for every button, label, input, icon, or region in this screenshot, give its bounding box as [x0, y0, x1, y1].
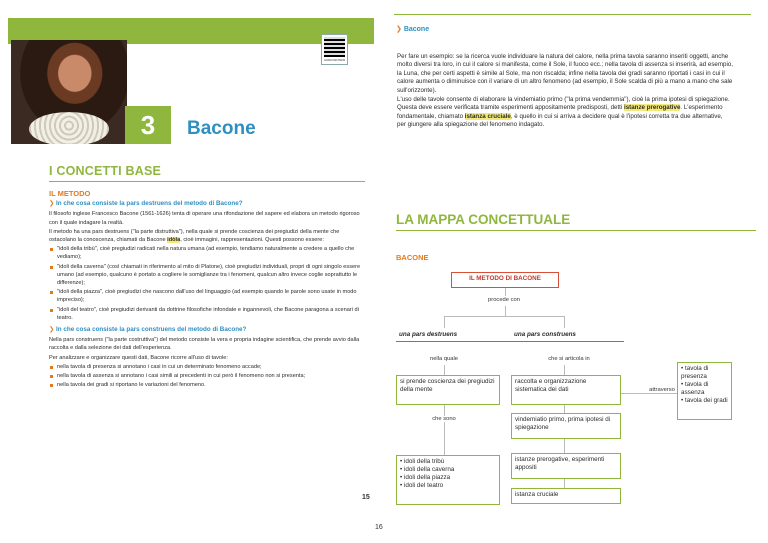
chapter-title: Bacone	[187, 118, 256, 139]
map-construens: una pars construens	[511, 329, 623, 341]
map-idolo: • idoli del teatro	[400, 482, 496, 490]
connector	[621, 393, 677, 394]
page-number-left: 15	[362, 494, 370, 501]
list-item: nella tavola dei gradi si riportano le variazioni del fenomeno.	[49, 381, 365, 389]
map-cruciale: istanza cruciale	[511, 488, 621, 504]
paragraph: Il metodo ha una pars destruens ("la parte distruttiva"), nella quale si prende coscienza dei pregiudizi della mente che ostacolano la conoscenza, chiamati da Bacone idòla, cioè immagini, rappresentazioni. Questi possono essere:	[49, 228, 340, 244]
qr-code-icon	[324, 37, 345, 57]
left-page	[0, 0, 383, 521]
map-label-articola: che si articola in	[548, 356, 590, 362]
connector	[505, 306, 506, 316]
map-label-attraverso: attraverso	[649, 387, 675, 393]
page-number-right: 16	[375, 524, 383, 531]
map-tavola: • tavola di assenza	[681, 381, 728, 397]
connector	[564, 316, 565, 328]
running-head: ❯ Bacone	[396, 26, 430, 33]
map-idolo: • idoli della tribù	[400, 458, 496, 466]
connector	[444, 365, 445, 375]
connector	[564, 365, 565, 375]
right-body	[397, 53, 733, 131]
paragraph: Nella pars construens ("la parte costruttiva") del metodo consiste la vera e propria indagine scientifica, che prende avvio dalla raccolta e dalla selezione dei dati dell'esperienza.	[49, 337, 360, 352]
qr-caption: AUDIOSINTESI	[324, 58, 346, 62]
bacon-portrait	[11, 40, 127, 144]
map-coscienza: si prende coscienza dei pregiudizi della mente	[396, 375, 500, 405]
connector	[444, 316, 445, 328]
map-istanze: istanze prerogative, esperimenti appositi	[511, 453, 621, 479]
map-idoli	[396, 455, 500, 505]
paragraph: L'uso delle tavole consente di elaborare la vindemiatio primo ("la prima vendemmia"), cioè la prima ipotesi di spiegazione. Questa deve essere verificata tramite esperimenti appositamente predisposti, detti istanze prerogative. L'esperimento fondamentale, chiamato istanza cruciale, è quello in cui si arriva a decidere qual è l'ipotesi corretta tra due alternative, per giungere alla spiegazione del fenomeno indagato.	[397, 96, 730, 129]
paragraph: Per analizzare e organizzare questi dati, Bacone ricorre all'uso di tavole:	[49, 354, 228, 361]
list-item: nella tavola di assenza si annotano i casi simili ai precedenti in cui però il fenomeno non si presenta;	[49, 372, 365, 380]
chapter-number: 3	[125, 106, 171, 144]
map-label-che-sono: che sono	[418, 416, 470, 422]
list-item: "idoli del teatro", cioè pregiudizi derivanti da dottrine filosofiche infondate e ingannevoli, che Bacone paragona a scenari di teatro.	[49, 306, 365, 322]
connector	[505, 288, 506, 296]
list-item: "idoli della tribù", cioè pregiudizi radicati nella natura umana (ad esempio, tendiamo naturalmente a credere a quello che vediamo);	[49, 245, 365, 261]
map-tavola: • tavola dei gradi	[681, 397, 728, 405]
connector	[564, 479, 565, 488]
list-item: nella tavola di presenza si annotano i casi in cui un determinato fenomeno accade;	[49, 363, 365, 371]
connector	[444, 405, 445, 455]
map-destruens: una pars destruens	[396, 329, 501, 341]
subsection-title: IL METODO	[49, 189, 91, 198]
map-raccolta: raccolta e organizzazione sistematica dei dati	[511, 375, 621, 405]
map-subtitle: BACONE	[396, 253, 429, 262]
map-root: IL METODO DI BACONE	[451, 272, 559, 288]
list-item: "idoli della caverna" (così chiamati in riferimento al mito di Platone), cioè pregiudizi individuali, propri di ogni singolo essere umano (ad esempio, qualcuno è portato a cogliere le somiglianze tra i fenomeni, qualcun altro invece coglie soprattutto le differenze);	[49, 263, 365, 288]
question-2: ❯ In che cosa consiste la pars construens del metodo di Bacone?	[49, 326, 247, 334]
map-tavola: • tavola di presenza	[681, 365, 728, 381]
map-vindemiatio: vindemiatio primo, prima ipotesi di spiegazione	[511, 413, 621, 439]
connector	[564, 439, 565, 453]
map-label-nella-quale: nella quale	[429, 356, 459, 362]
connector	[444, 316, 564, 317]
left-body	[49, 190, 365, 390]
section-title: I CONCETTI BASE	[49, 164, 365, 182]
map-tavole	[677, 362, 732, 420]
map-label-procede: procede con	[488, 297, 520, 303]
map-idolo: • idoli della caverna	[400, 466, 496, 474]
qr-code[interactable]	[321, 34, 348, 65]
paragraph: Per fare un esempio: se la ricerca vuole individuare la natura del calore, nella prima tavola saranno inseriti oggetti, anche molto diversi tra loro, in cui il calore si manifesta, come il Sole, il fuoco ecc.; nella tavola di assenza si inserirà, ad esempio, la Luna, che per certi aspetti è simile al Sole, ma non riscalda; infine nella tavola dei gradi saranno riportati i casi in cui il calore aumenta o diminuisce con il variare di un altro fenomeno (ad esempio, il Sole scalda di più a mano a mano che sale sull'orizzonte).	[397, 53, 733, 94]
paragraph: Il filosofo inglese Francesco Bacone (1561-1626) tenta di operare una rifondazione del sapere ed elabora un metodo rigoroso con il quale indagare la realtà.	[49, 211, 360, 226]
map-idolo: • idoli della piazza	[400, 474, 496, 482]
right-page	[384, 0, 768, 521]
connector	[564, 405, 565, 413]
top-rule	[394, 14, 751, 15]
list-item: "idoli della piazza", cioè pregiudizi che nascono dall'uso del linguaggio (ad esempio quando le parole sono usate in modo impreciso);	[49, 288, 365, 304]
map-title: LA MAPPA CONCETTUALE	[396, 212, 756, 231]
question-1: ❯ In che cosa consiste la pars destruens del metodo di Bacone?	[49, 200, 243, 208]
